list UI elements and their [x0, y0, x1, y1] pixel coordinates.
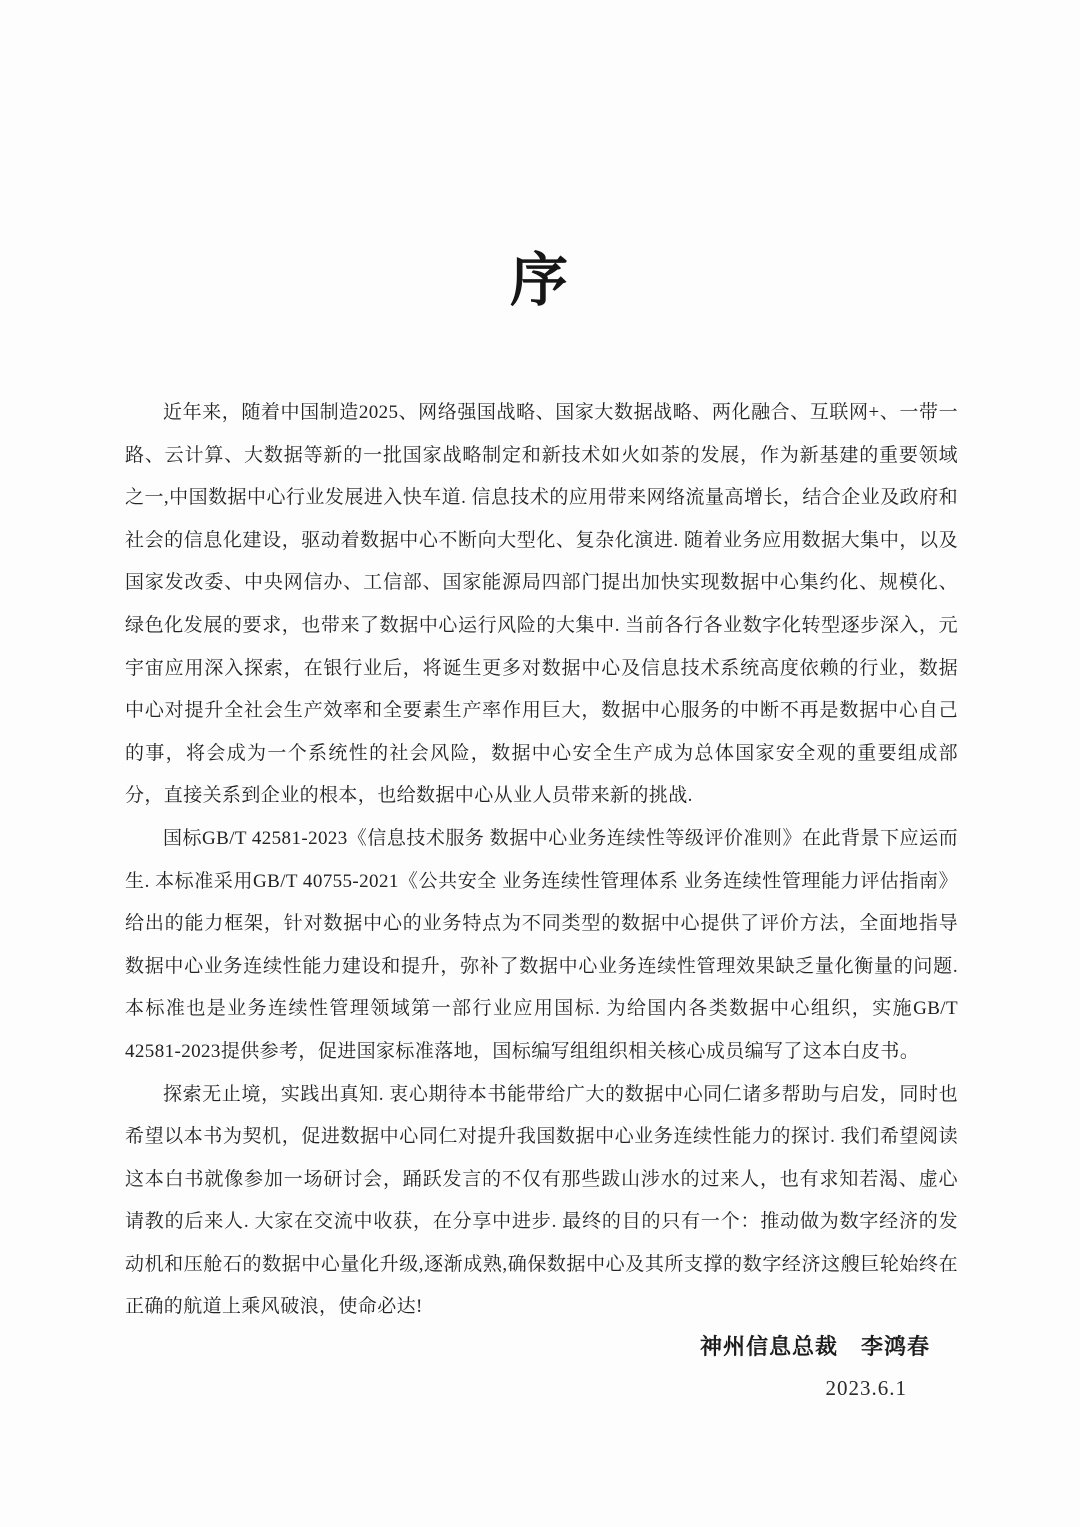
page-title: 序 [509, 248, 570, 313]
document-body [125, 392, 958, 1329]
paragraph-1: 近年来，随着中国制造2025、网络强国战略、国家大数据战略、两化融合、互联网+、一带一路、云计算、大数据等新的一批国家战略制定和新技术如火如荼的发展，作为新基建的重要领域之一,中国数据中心行业发展进入快车道. 信息技术的应用带来网络流量高增长，结合企业及政府和社会的信息化建设，驱动着数据中心不断向大型化、复杂化演进. 随着业务应用数据大集中，以及国家发改委、中央网信办、工信部、国家能源局四部门提出加快实现数据中心集约化、规模化、绿色化发展的要求，也带来了数据中心运行风险的大集中. 当前各行各业数字化转型逐步深入，元宇宙应用深入探索，在银行业后，将诞生更多对数据中心及信息技术系统高度依赖的行业，数据中心对提升全社会生产效率和全要素生产率作用巨大，数据中心服务的中断不再是数据中心自己的事，将会成为一个系统性的社会风险，数据中心安全生产成为总体国家安全观的重要组成部分，直接关系到企业的根本，也给数据中心从业人员带来新的挑战. [125, 402, 958, 807]
paragraph-2: 国标GB/T 42581-2023《信息技术服务 数据中心业务连续性等级评价准则》在此背景下应运而生. 本标准采用GB/T 40755-2021《公共安全 业务连续性管理体系 业务连续性管理能力评估指南》给出的能力框架，针对数据中心的业务特点为不同类型的数据中心提供了评价方法，全面地指导数据中心业务连续性能力建设和提升，弥补了数据中心业务连续性管理效果缺乏量化衡量的问题. 本标准也是业务连续性管理领域第一部行业应用国标. 为给国内各类数据中心组织，实施GB/T 42581-2023提供参考，促进国家标准落地，国标编写组组织相关核心成员编写了这本白皮书。 [125, 827, 958, 1062]
date-line: 2023.6.1 [825, 1376, 907, 1400]
signature-line: 神州信息总裁 李鸿春 [699, 1334, 930, 1359]
paragraph-3: 探索无止境，实践出真知. 衷心期待本书能带给广大的数据中心同仁诸多帮助与启发，同时也希望以本书为契机，促进数据中心同仁对提升我国数据中心业务连续性能力的探讨. 我们希望阅读这本白书就像参加一场研讨会，踊跃发言的不仅有那些跋山涉水的过来人，也有求知若渴、虚心请教的后来人. 大家在交流中收获，在分享中进步. 最终的目的只有一个：推动做为数字经济的发动机和压舱石的数据中心量化升级,逐渐成熟,确保数据中心及其所支撑的数字经济这艘巨轮始终在正确的航道上乘风破浪，使命必达! [125, 1083, 958, 1318]
